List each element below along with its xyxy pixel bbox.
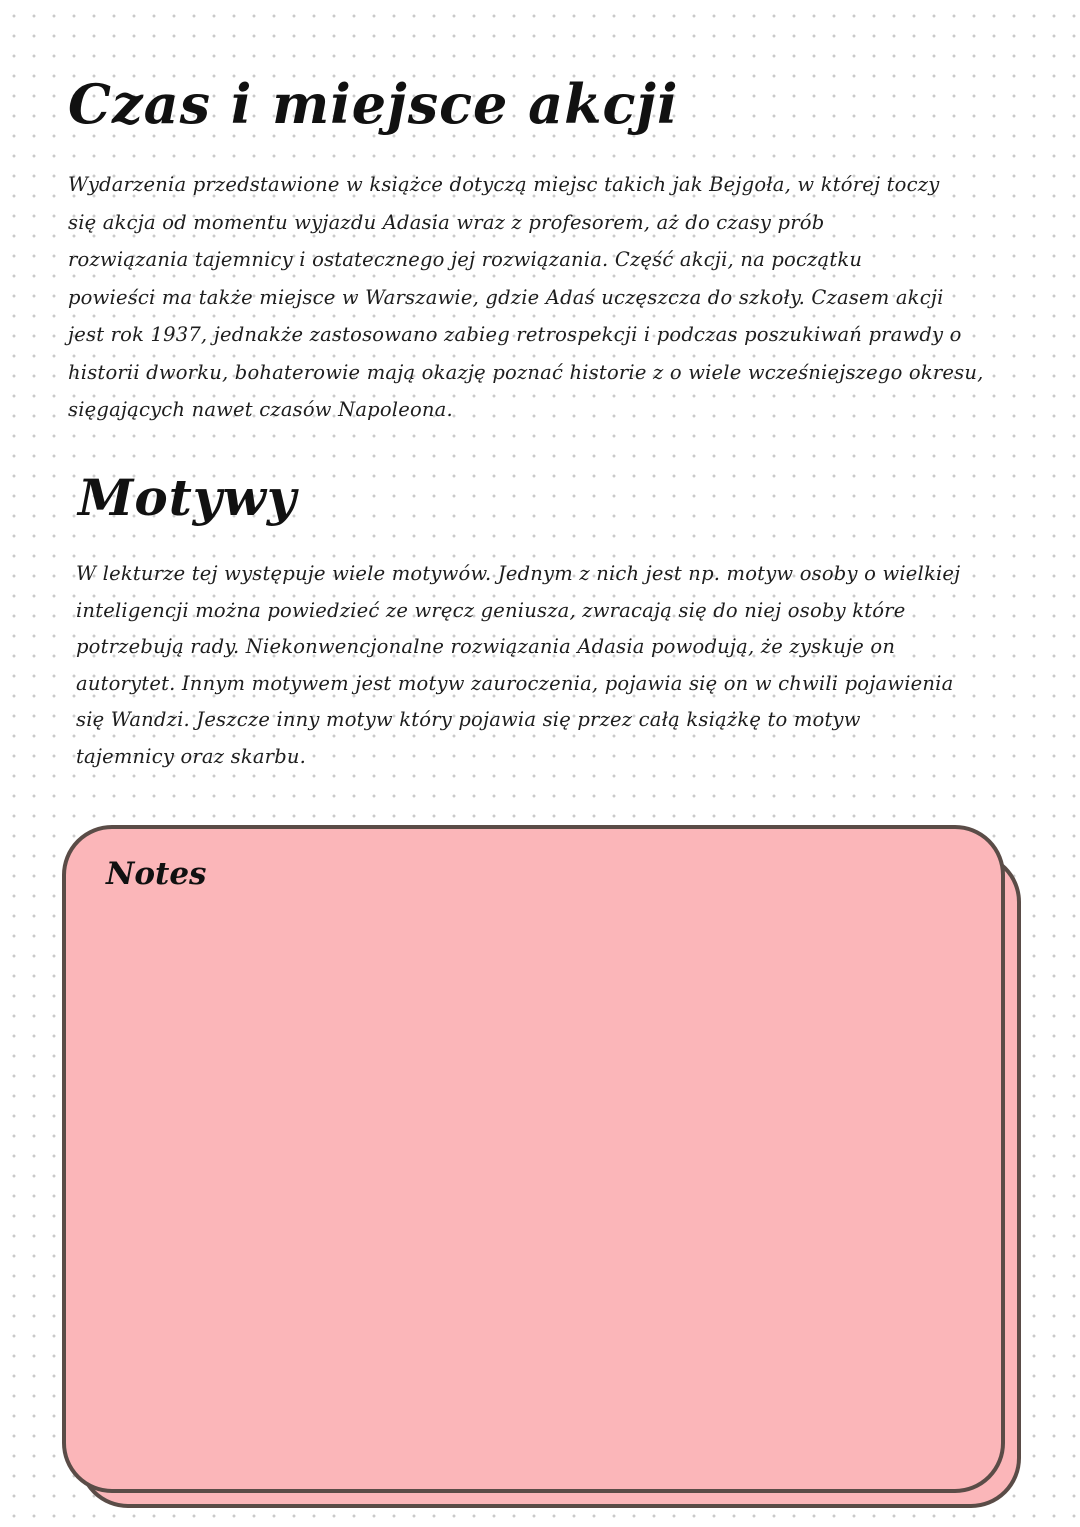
paragraph-line: rozwiązania tajemnicy i ostatecznego jej rozwiązania. Część akcji, na początku	[68, 248, 863, 271]
notes-box[interactable]	[62, 825, 1005, 1493]
paragraph-line: tajemnicy oraz skarbu.	[76, 744, 307, 768]
notes-title: Notes	[106, 856, 207, 892]
section-title-time-place: Czas i miejsce akcji	[68, 72, 679, 136]
paragraph-line: inteligencji można powiedzieć ze wręcz geniusza, zwracają się do niej osoby które	[76, 598, 906, 622]
paragraph-line: sięgających nawet czasów Napoleona.	[68, 398, 453, 421]
paragraph-time-place	[68, 166, 1028, 429]
paragraph-line: się akcja od momentu wyjazdu Adasia wraz z profesorem, aż do czasy prób	[68, 210, 825, 234]
paragraph-line: Wydarzenia przedstawione w książce dotyczą miejsc takich jak Bejgoła, w której toczy	[68, 173, 940, 196]
paragraph-line: historii dworku, bohaterowie mają okazję poznać historie z o wiele wcześniejszego okresu,	[68, 360, 984, 384]
paragraph-line: jest rok 1937, jednakże zastosowano zabieg retrospekcji i podczas poszukiwań prawdy o	[68, 323, 962, 346]
paragraph-motifs	[76, 556, 1016, 775]
section-title-motifs: Motywy	[78, 468, 297, 527]
paragraph-line: W lekturze tej występuje wiele motywów. Jednym z nich jest np. motyw osoby o wielkiej	[76, 562, 961, 585]
paragraph-line: potrzebują rady. Niekonwencjonalne rozwiązania Adasia powodują, że zyskuje on	[76, 635, 896, 658]
paragraph-line: autorytet. Innym motywem jest motyw zauroczenia, pojawia się on w chwili pojawienia	[76, 671, 954, 695]
paragraph-line: powieści ma także miejsce w Warszawie, gdzie Adaś uczęszcza do szkoły. Czasem akcji	[68, 285, 944, 309]
paragraph-line: się Wandzi. Jeszcze inny motyw który pojawia się przez całą książkę to motyw	[76, 708, 861, 731]
